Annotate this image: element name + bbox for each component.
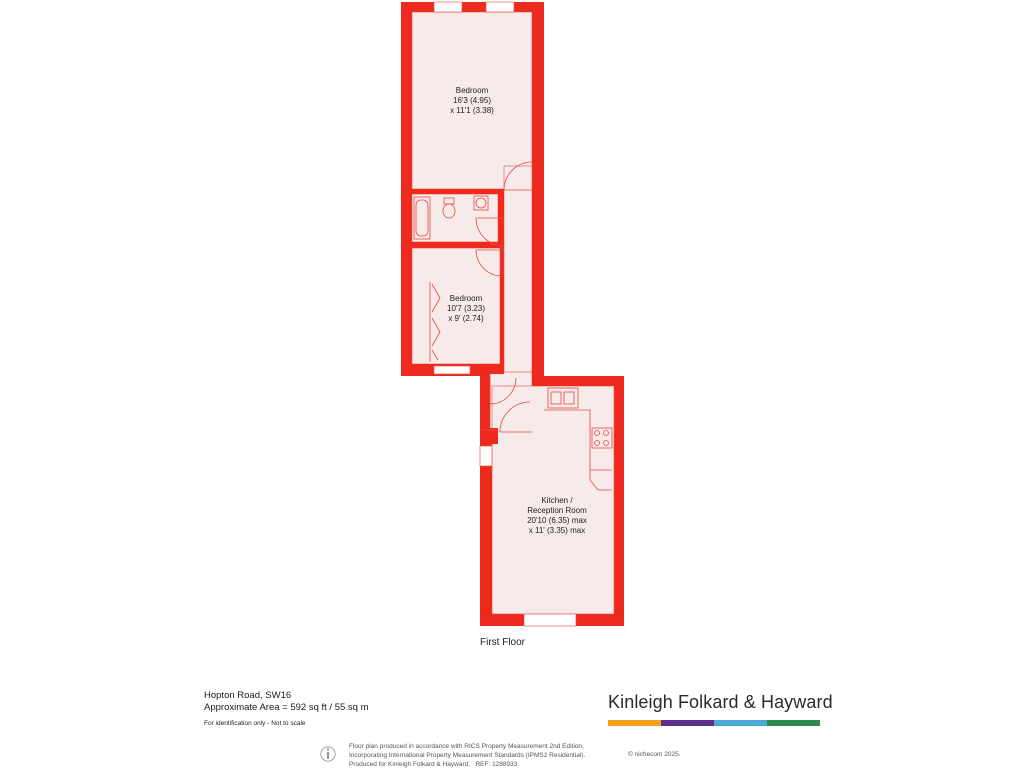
bedroom2-dim2: x 9' (2.74) — [448, 314, 484, 323]
wall-hall-right — [532, 190, 544, 386]
nichecom-icon — [320, 743, 336, 765]
wall-landing-left — [480, 376, 490, 446]
bedroom2-label — [426, 294, 506, 324]
wall-hall-left2 — [500, 274, 504, 374]
bedroom1-name: Bedroom — [455, 86, 489, 95]
bedroom2-name: Bedroom — [449, 294, 483, 303]
kitchen-label — [512, 496, 602, 536]
wall-kitchen-left — [480, 464, 492, 626]
footer-ref: REF: 1288933 — [475, 761, 518, 768]
footer-copyright: © nichecom 2025. — [628, 751, 681, 758]
bedroom1-dim1: 16'3 (4.95) — [453, 96, 491, 105]
window-bed1-left — [434, 2, 462, 12]
kitchen-name1: Kitchen / — [541, 496, 573, 505]
kitchen-dim2: x 11' (3.35) max — [528, 526, 586, 535]
window-kitchen-left — [480, 446, 492, 466]
bedroom1-label — [432, 86, 512, 116]
footer-line1: Floor plan produced in accordance with RICS Property Measurement 2nd Edition, — [349, 743, 584, 750]
property-address: Hopton Road, SW16 — [204, 690, 292, 701]
stripe-green — [767, 720, 820, 726]
footer-line2: Incorporating International Property Measurement Standards (IPMS2 Residential). — [349, 752, 586, 759]
window-kitchen-bottom — [524, 614, 576, 626]
brand-stripes — [608, 720, 820, 726]
bedroom2-dim1: 10'7 (3.23) — [447, 304, 485, 313]
window-bed1-right — [486, 2, 514, 12]
window-bed2 — [434, 366, 470, 374]
property-info — [204, 690, 369, 730]
wall-kitchen-top — [544, 376, 624, 386]
footer-disclaimer — [349, 742, 585, 769]
stripe-blue — [714, 720, 767, 726]
stripe-purple — [661, 720, 714, 726]
bedroom1-dim2: x 11'1 (3.38) — [450, 106, 494, 115]
property-note: For identification only - Not to scale — [204, 720, 306, 727]
kitchen-name2: Reception Room — [527, 506, 587, 515]
footer-produced: Produced for Kinleigh Folkard & Hayward. — [349, 761, 471, 768]
brand-logo-text: Kinleigh Folkard & Hayward — [608, 692, 833, 712]
floor-label: First Floor — [480, 637, 525, 648]
stripe-orange — [608, 720, 661, 726]
wall-hall-left — [498, 194, 504, 218]
kitchen-dim1: 20'10 (6.35) max — [527, 516, 587, 525]
wall-bed1-bath — [412, 189, 504, 194]
property-area: Approximate Area = 592 sq ft / 55 sq m — [204, 702, 369, 713]
